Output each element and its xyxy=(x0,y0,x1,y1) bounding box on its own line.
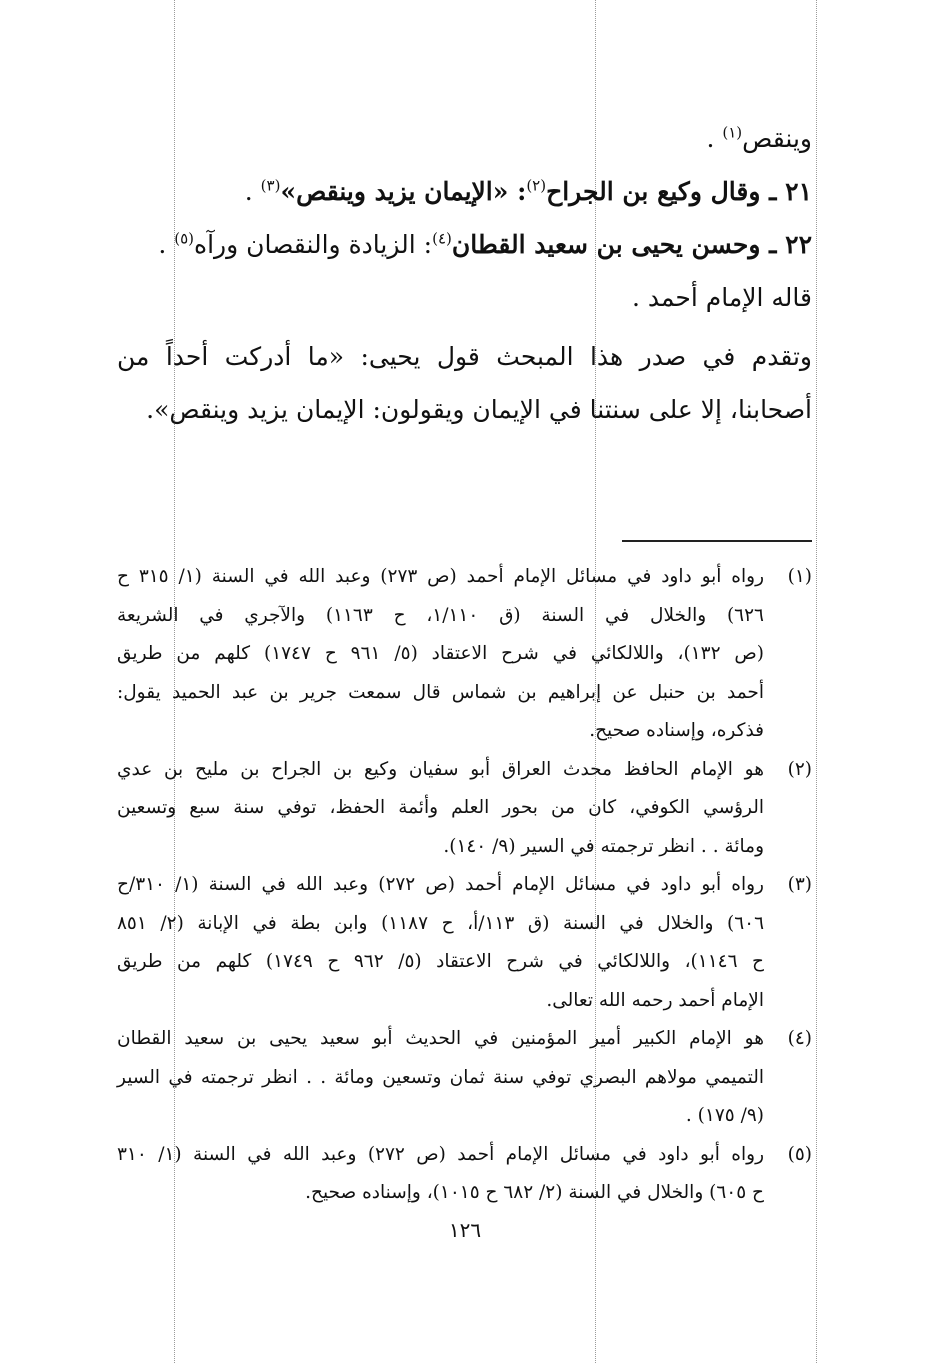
footnote-3 xyxy=(117,866,812,1020)
footnote-4 xyxy=(117,1020,812,1136)
footnotes xyxy=(117,558,812,1213)
main-text xyxy=(117,112,812,436)
footnote-number: (٢) xyxy=(787,758,812,780)
footnote-line: هو الإمام الكبير أمير المؤمنين في الحديث أبو سعيد يحيى بن سعيد القطان xyxy=(117,1028,764,1049)
page-number: ١٢٦ xyxy=(448,1218,482,1242)
footnote-line: ح ٦٠٥) والخلال في السنة (٢/ ٦٨٢ ح ١٠١٥)، وإسناده صحيح. xyxy=(305,1182,764,1203)
footnote-line: الإمام أحمد رحمه الله تعالى. xyxy=(546,989,764,1011)
footnote-line: ٦٠٦) والخلال في السنة (ق ١١٣/أ، ح ١١٨٧) وابن بطة في الإبانة (٢/ ٨٥١ xyxy=(117,912,765,934)
footnote-line: ومائة . . انظر ترجمته في السير (٩/ ١٤٠). xyxy=(443,835,764,857)
footnote-line: رواه أبو داود في مسائل الإمام أحمد (ص ٢٧٣) وعبد الله في السنة (١/ ٣١٥ ح xyxy=(117,566,765,587)
footnote-line: (ص ١٣٢)، واللالكائي في شرح الاعتقاد (٥/ ٩٦١ ح ١٧٤٧) كلهم من طريق xyxy=(117,643,765,664)
footnote-line: أحمد بن حنبل عن إبراهيم بن شماس قال سمعت جرير بن عبد الحميد يقول: xyxy=(117,681,764,703)
footnote-line: ٦٢٦) والخلال في السنة (ق ١/١١٠، ح ١١٦٣) والآجري في الشريعة xyxy=(117,604,764,626)
footnote-line: التميمي مولاهم البصري توفي سنة ثمان وتسعين ومائة . . انظر ترجمته في السير xyxy=(117,1066,764,1088)
footnote-number: (١) xyxy=(787,566,812,587)
paragraph-intro-reference: وتقدم في صدر هذا المبحث قول يحيى: «ما أدركت أحداً من أصحابنا، إلا على سنتنا في الإيمان ويقولون: الإيمان يزيد وينقص». xyxy=(117,342,812,424)
footnote-number: (٥) xyxy=(787,1143,812,1165)
paragraph-22-attribution: قاله الإمام أحمد . xyxy=(631,283,812,312)
footnote-line: (٩/ ١٧٥) . xyxy=(685,1105,764,1126)
footnote-line: الرؤسي الكوفي، كان من بحور العلم وأئمة الحفظ، توفي سنة سبع وتسعين xyxy=(117,797,764,818)
footnote-number: (٤) xyxy=(787,1028,812,1049)
footnote-divider xyxy=(622,540,812,542)
paragraph-21: ٢١ ـ وقال وكيع بن الجراح$^{(٢)}$: «الإيمان يزيد وينقص»$^{(٣)}$ . xyxy=(244,176,812,206)
footnote-line: فذكره، وإسناده صحيح. xyxy=(589,720,764,741)
footnote-1 xyxy=(117,558,812,751)
footnote-line: رواه أبو داود في مسائل الإمام أحمد (ص ٢٧٢) وعبد الله في السنة (١/ ٣١٠ xyxy=(117,1143,764,1165)
scan-artifact-line xyxy=(816,0,817,1363)
footnote-line: هو الإمام الحافظ محدث العراق أبو سفيان وكيع بن الجراح بن مليح بن عدي xyxy=(117,758,764,780)
paragraph-continuation: وينقص$^{(١)}$ . xyxy=(706,123,812,153)
footnote-number: (٣) xyxy=(787,874,812,895)
footnote-5 xyxy=(117,1136,812,1213)
footnote-line: رواه أبو داود في مسائل الإمام أحمد (ص ٢٧٢) وعبد الله في السنة (١/ ٣١٠/ح xyxy=(117,874,764,895)
footnote-2 xyxy=(117,751,812,867)
footnote-line: ح ١١٤٦)، واللالكائي في شرح الاعتقاد (٥/ ٩٦٢ ح ١٧٤٩) كلهم من طريق xyxy=(117,951,764,972)
paragraph-22: ٢٢ ـ وحسن يحيى بن سعيد القطان$^{(٤)}$: الزيادة والنقصان ورآه$^{(٥)}$ . xyxy=(158,229,812,259)
